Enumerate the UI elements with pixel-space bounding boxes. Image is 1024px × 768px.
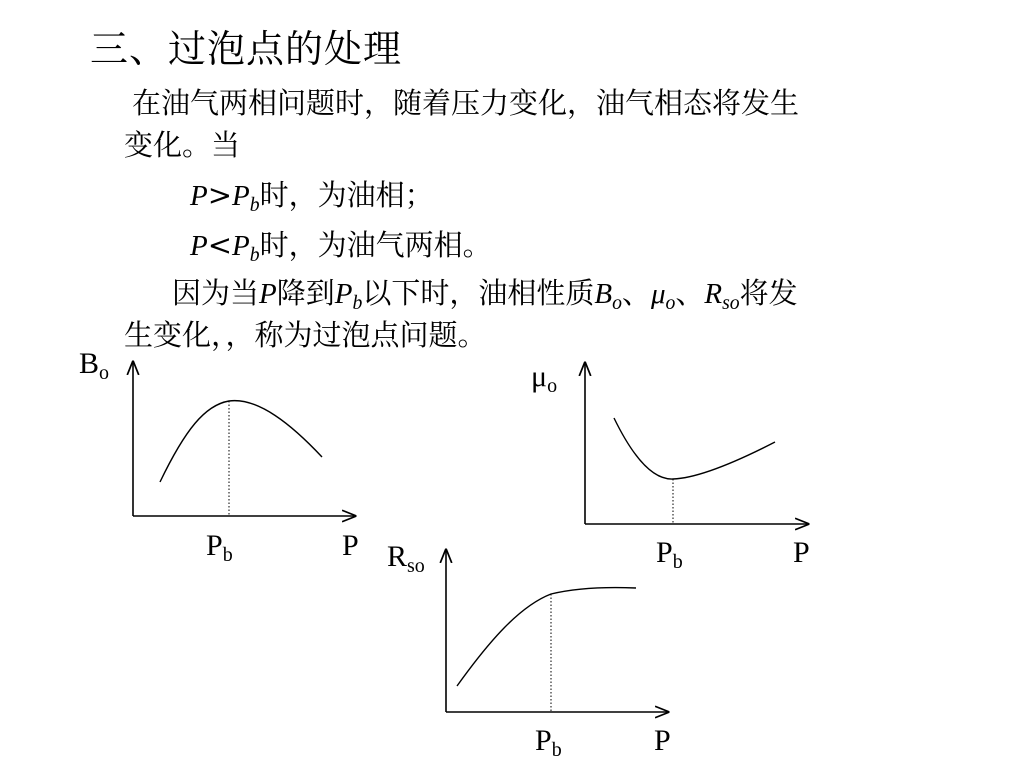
rso-y-label-main: R — [387, 540, 408, 573]
cause-text-2: 降到 — [276, 276, 335, 310]
mu-y-label-sub: o — [547, 375, 558, 397]
bo-pb-label-sub: b — [222, 544, 233, 566]
cause-line-2: 生变化，，称为过泡点问题。 — [124, 318, 487, 352]
cause-text-4: 将发 — [739, 276, 798, 310]
rso-graph — [446, 550, 668, 712]
intro-line-1: 在油气两相问题时，随着压力变化，油气相态将发生 — [132, 86, 800, 120]
mu-graph — [585, 363, 808, 524]
pressure-symbol: P — [259, 278, 277, 310]
rso-sub: so — [722, 291, 740, 314]
pressure-symbol: P — [190, 230, 208, 262]
rso-pb-label-main: P — [535, 724, 552, 757]
mu-y-label-main: μ — [531, 360, 548, 393]
mu-pb-label — [656, 538, 683, 577]
cause-text-3: 以下时，油相性质 — [362, 276, 595, 310]
bo-main: B — [594, 278, 613, 310]
slide-title: 三、过泡点的处理 — [90, 27, 403, 71]
bubble-point-sub: b — [249, 243, 260, 266]
mu-curve — [614, 418, 775, 479]
bo-y-label-main: B — [79, 347, 100, 380]
rso-y-label — [387, 542, 425, 581]
rso-main: R — [704, 278, 723, 310]
condition-oil-text: 时，为油相； — [259, 178, 434, 212]
separator-1: 、 — [621, 276, 651, 310]
pressure-symbol: P — [190, 180, 208, 212]
bo-curve — [160, 401, 322, 482]
mu-main: μ — [650, 278, 666, 310]
rso-pb-label — [535, 726, 562, 765]
bubble-point-main: P — [334, 278, 353, 310]
greater-than-sign: > — [207, 178, 233, 212]
mu-pb-label-sub: b — [672, 551, 683, 573]
bo-sub: o — [612, 291, 622, 314]
bubble-point-main: P — [232, 230, 250, 262]
mu-pb-label-main: P — [656, 536, 673, 569]
bo-x-label: P — [342, 529, 359, 562]
bo-graph — [133, 362, 355, 516]
rso-curve — [457, 588, 636, 686]
mu-x-label: P — [793, 536, 810, 569]
bo-pb-label-main: P — [206, 529, 223, 562]
bo-y-label — [79, 349, 109, 388]
bubble-point-sub: b — [352, 291, 363, 314]
bubble-point-sub: b — [249, 193, 260, 216]
rso-pb-label-sub: b — [551, 739, 562, 761]
bo-y-label-sub: o — [99, 362, 110, 384]
mu-sub: o — [665, 291, 676, 314]
separator-2: 、 — [675, 276, 705, 310]
rso-x-label: P — [654, 724, 671, 757]
mu-y-label — [531, 362, 557, 401]
rso-y-label-sub: so — [407, 555, 425, 577]
less-than-sign: < — [207, 228, 233, 262]
cause-text-1: 因为当 — [172, 276, 260, 310]
intro-line-2: 变化。当 — [124, 128, 241, 162]
bubble-point-main: P — [232, 180, 250, 212]
bo-pb-label — [206, 531, 233, 570]
condition-two-phase-text: 时，为油气两相。 — [259, 228, 492, 262]
